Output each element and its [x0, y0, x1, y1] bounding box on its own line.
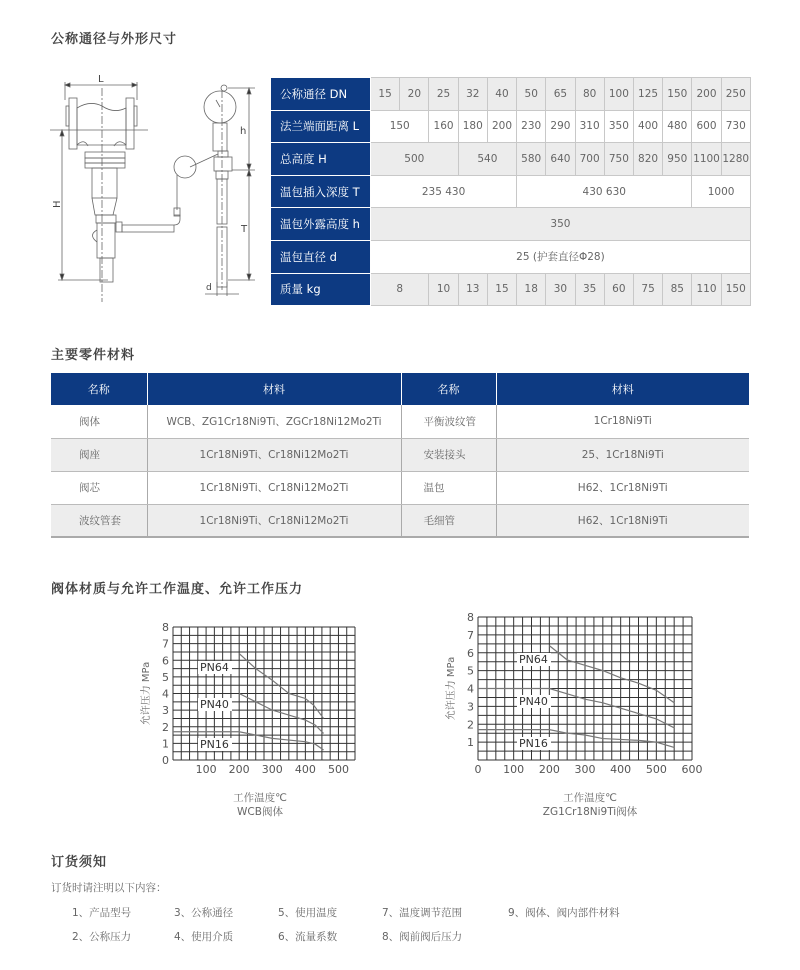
- section-title-ordering: 订货须知: [51, 855, 108, 870]
- part-material: H62、1Cr18Ni9Ti: [496, 504, 749, 537]
- svg-text:PN40: PN40: [200, 698, 229, 711]
- table-cell: 25: [429, 78, 458, 111]
- svg-text:400: 400: [610, 763, 632, 776]
- table-cell: 160: [429, 110, 458, 143]
- table-cell: 10: [429, 273, 458, 306]
- row-label: 质量 kg: [271, 273, 371, 306]
- table-cell: 150: [663, 78, 692, 111]
- table-cell: 750: [604, 143, 633, 176]
- dim-label-T: T: [241, 224, 248, 235]
- header-material-1: 材料: [147, 373, 401, 405]
- svg-text:200: 200: [228, 763, 250, 776]
- svg-text:1: 1: [467, 736, 474, 750]
- section-title-materials: 主要零件材料: [51, 348, 136, 363]
- svg-text:300: 300: [261, 763, 283, 776]
- table-cell: 100: [604, 78, 633, 111]
- chart1-caption: WCB阀体: [237, 806, 283, 818]
- table-cell: 20: [400, 78, 429, 111]
- svg-text:2: 2: [162, 720, 169, 734]
- table-cell: 950: [663, 143, 692, 176]
- svg-text:0: 0: [474, 763, 482, 776]
- part-material: 1Cr18Ni9Ti、Cr18Ni12Mo2Ti: [147, 471, 401, 504]
- table-cell: 235 430: [371, 175, 517, 208]
- svg-text:300: 300: [574, 763, 596, 776]
- svg-text:PN64: PN64: [519, 653, 548, 666]
- table-cell: 1100: [692, 143, 721, 176]
- svg-text:4: 4: [467, 682, 474, 696]
- row-label: 公称通径 DN: [271, 78, 371, 111]
- svg-text:100: 100: [503, 763, 525, 776]
- table-cell: 430 630: [517, 175, 692, 208]
- dim-label-h: h: [240, 126, 247, 137]
- chart2-caption: ZG1Cr18Ni9Ti阀体: [542, 806, 638, 818]
- wcb-pressure-temperature-chart: [130, 615, 370, 780]
- chart2-xlabel: 工作温度℃: [563, 792, 617, 804]
- order-item-1: 1、产品型号: [72, 907, 132, 919]
- svg-text:7: 7: [467, 628, 474, 642]
- table-cell: 730: [721, 110, 750, 143]
- table-cell: 580: [517, 143, 546, 176]
- svg-text:2: 2: [467, 718, 474, 732]
- svg-text:PN16: PN16: [200, 738, 229, 751]
- table-cell: 350: [371, 208, 751, 241]
- part-material: 1Cr18Ni9Ti: [496, 405, 749, 438]
- table-row: [271, 240, 751, 273]
- svg-text:400: 400: [294, 763, 316, 776]
- section-title-charts: 阀体材质与允许工作温度、允许工作压力: [51, 582, 304, 597]
- dim-label-H: H: [52, 200, 63, 208]
- part-name: 阀体: [51, 405, 147, 438]
- chart1-xlabel: 工作温度℃: [233, 792, 287, 804]
- table-cell: 18: [517, 273, 546, 306]
- part-name: 阀芯: [51, 471, 147, 504]
- table-cell: 125: [633, 78, 662, 111]
- table-cell: 350: [604, 110, 633, 143]
- svg-text:3: 3: [467, 700, 474, 714]
- table-cell: 60: [604, 273, 633, 306]
- table-cell: 15: [487, 273, 516, 306]
- table-cell: 600: [692, 110, 721, 143]
- table-row: [271, 110, 751, 143]
- part-material: H62、1Cr18Ni9Ti: [496, 471, 749, 504]
- part-name: 阀座: [51, 438, 147, 471]
- table-cell: 1000: [692, 175, 750, 208]
- part-name: 温包: [401, 471, 496, 504]
- section-title-dimensions: 公称通径与外形尺寸: [51, 32, 178, 47]
- table-cell: 500: [371, 143, 459, 176]
- table-cell: 40: [487, 78, 516, 111]
- svg-text:100: 100: [195, 763, 217, 776]
- row-label: 总高度 H: [271, 143, 371, 176]
- part-material: 1Cr18Ni9Ti、Cr18Ni12Mo2Ti: [147, 438, 401, 471]
- table-cell: 1280: [721, 143, 750, 176]
- table-cell: 250: [721, 78, 750, 111]
- materials-table: [51, 373, 749, 538]
- svg-text:600: 600: [681, 763, 703, 776]
- table-cell: 30: [546, 273, 575, 306]
- table-cell: 230: [517, 110, 546, 143]
- table-cell: 80: [575, 78, 604, 111]
- row-label: 温包插入深度 T: [271, 175, 371, 208]
- part-name: 毛细管: [401, 504, 496, 537]
- order-item-4: 4、使用介质: [174, 931, 234, 943]
- table-cell: 110: [692, 273, 721, 306]
- svg-text:8: 8: [467, 611, 474, 624]
- table-cell: 150: [371, 110, 429, 143]
- svg-text:3: 3: [162, 704, 169, 718]
- table-cell: 200: [692, 78, 721, 111]
- row-label: 温包外露高度 h: [271, 208, 371, 241]
- part-name: 波纹管套: [51, 504, 147, 537]
- svg-text:6: 6: [162, 654, 169, 668]
- table-cell: 8: [371, 273, 429, 306]
- order-item-5: 5、使用温度: [278, 907, 338, 919]
- svg-text:7: 7: [162, 637, 169, 651]
- svg-text:1: 1: [162, 737, 169, 751]
- svg-text:5: 5: [467, 664, 474, 678]
- order-item-7: 7、温度调节范围: [382, 907, 463, 919]
- table-cell: 50: [517, 78, 546, 111]
- table-cell: 200: [487, 110, 516, 143]
- part-name: 安装接头: [401, 438, 496, 471]
- svg-text:500: 500: [645, 763, 667, 776]
- materials-header-row: [51, 373, 749, 405]
- table-row: [271, 78, 751, 111]
- table-row: [51, 504, 749, 537]
- table-cell: 700: [575, 143, 604, 176]
- table-cell: 35: [575, 273, 604, 306]
- svg-text:6: 6: [467, 646, 474, 660]
- dim-label-d: d: [206, 283, 212, 293]
- svg-text:4: 4: [162, 687, 169, 701]
- part-material: WCB、ZG1Cr18Ni9Ti、ZGCr18Ni12Mo2Ti: [147, 405, 401, 438]
- order-item-2: 2、公称压力: [72, 931, 132, 943]
- table-cell: 75: [633, 273, 662, 306]
- part-name: 平衡波纹管: [401, 405, 496, 438]
- order-item-6: 6、流量系数: [278, 931, 338, 943]
- svg-text:5: 5: [162, 670, 169, 684]
- header-name-2: 名称: [401, 373, 496, 405]
- table-cell: 85: [663, 273, 692, 306]
- table-cell: 25 (护套直径Φ28): [371, 240, 751, 273]
- table-row: [51, 438, 749, 471]
- row-label: 温包直径 d: [271, 240, 371, 273]
- table-row: [271, 175, 751, 208]
- table-cell: 310: [575, 110, 604, 143]
- zg1cr18ni9ti-pressure-temperature-chart: [435, 605, 715, 780]
- ordering-intro: 订货时请注明以下内容：: [51, 882, 167, 894]
- table-cell: 13: [458, 273, 487, 306]
- table-cell: 150: [721, 273, 750, 306]
- part-material: 25、1Cr18Ni9Ti: [496, 438, 749, 471]
- header-material-2: 材料: [496, 373, 749, 405]
- table-cell: 400: [633, 110, 662, 143]
- svg-text:允许压力 MPa: 允许压力 MPa: [141, 661, 152, 726]
- table-cell: 15: [371, 78, 400, 111]
- order-item-9: 9、阀体、阀内部件材料: [508, 907, 620, 919]
- table-row: [51, 405, 749, 438]
- table-row: [51, 471, 749, 504]
- svg-text:PN16: PN16: [519, 737, 548, 750]
- header-name-1: 名称: [51, 373, 147, 405]
- dim-label-L: L: [98, 74, 104, 85]
- svg-text:500: 500: [327, 763, 349, 776]
- table-cell: 290: [546, 110, 575, 143]
- table-cell: 65: [546, 78, 575, 111]
- row-label: 法兰端面距离 L: [271, 110, 371, 143]
- svg-text:PN40: PN40: [519, 695, 548, 708]
- part-material: 1Cr18Ni9Ti、Cr18Ni12Mo2Ti: [147, 504, 401, 537]
- table-row: [271, 143, 751, 176]
- table-cell: 480: [663, 110, 692, 143]
- svg-text:0: 0: [162, 754, 169, 767]
- table-row: [271, 273, 751, 306]
- table-cell: 180: [458, 110, 487, 143]
- table-cell: 640: [546, 143, 575, 176]
- table-row: [271, 208, 751, 241]
- order-item-8: 8、阀前阀后压力: [382, 931, 463, 943]
- order-item-3: 3、公称通径: [174, 907, 234, 919]
- valve-dimension-drawing: [40, 70, 270, 305]
- svg-text:允许压力 MPa: 允许压力 MPa: [446, 656, 457, 721]
- svg-text:8: 8: [162, 621, 169, 634]
- table-cell: 820: [633, 143, 662, 176]
- svg-text:PN64: PN64: [200, 661, 229, 674]
- svg-text:200: 200: [538, 763, 560, 776]
- table-cell: 32: [458, 78, 487, 111]
- table-cell: 540: [458, 143, 516, 176]
- dimensions-table: [270, 77, 751, 306]
